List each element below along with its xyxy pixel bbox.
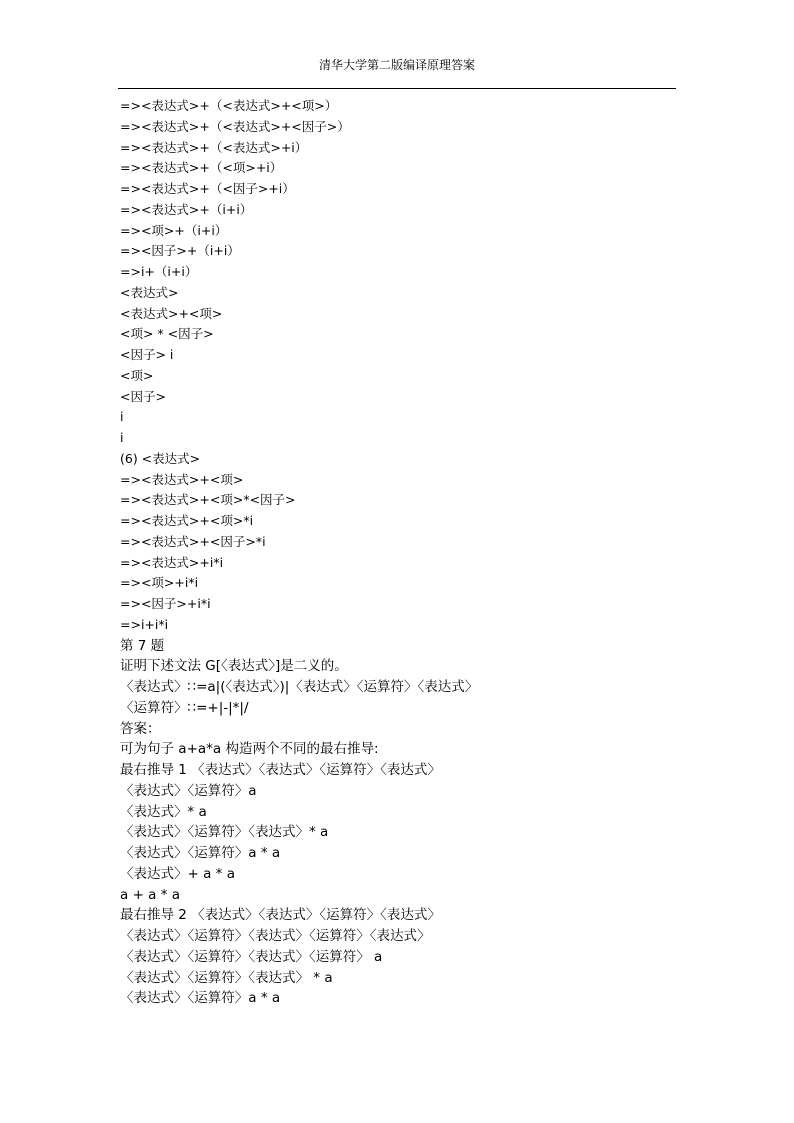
text-line: 证明下述文法 G[〈表达式〉]是二义的。	[120, 658, 348, 675]
page-header: 清华大学第二版编译原理答案	[318, 58, 475, 72]
text-line: (6) <表达式>	[120, 450, 201, 466]
text-line: =><表达式>+<项>*i	[120, 513, 254, 528]
text-line: =><表达式>+（<表达式>+<项>）	[120, 98, 338, 113]
text-line: 最右推导 2 〈表达式〉〈表达式〉〈运算符〉〈表达式〉	[120, 907, 441, 924]
text-line: 〈表达式〉* a	[120, 803, 207, 820]
text-line: 〈运算符〉∷=+|-|*|/	[120, 699, 249, 716]
text-line: =><表达式>+（<表达式>+i）	[120, 139, 308, 155]
text-line: 〈表达式〉∷=a|(〈表达式〉)|〈表达式〉〈运算符〉〈表达式〉	[120, 679, 479, 695]
text-line: =><因子>+（i+i）	[120, 243, 240, 259]
text-line: =><因子>+i*i	[120, 596, 211, 611]
text-line: 〈表达式〉〈运算符〉a	[120, 782, 257, 799]
text-line: =><表达式>+i*i	[120, 554, 224, 570]
header-divider	[118, 88, 676, 89]
text-line: =><表达式>+<项>	[120, 471, 244, 487]
text-line: 〈表达式〉〈运算符〉〈表达式〉 * a	[120, 969, 333, 986]
text-line: 〈表达式〉〈运算符〉〈表达式〉〈运算符〉〈表达式〉	[120, 928, 431, 944]
text-line: <项>	[120, 367, 154, 383]
text-line: 〈表达式〉〈运算符〉a * a	[120, 990, 281, 1007]
text-line: =>i+i*i	[120, 616, 169, 632]
text-line: <表达式>	[120, 284, 179, 300]
text-line: =><项>+（i+i）	[120, 222, 228, 238]
text-line: =><表达式>+（i+i）	[120, 201, 253, 217]
text-line: i	[120, 430, 124, 445]
text-line: 可为句子 a+a*a 构造两个不同的最右推导:	[120, 741, 379, 758]
text-line: a + a * a	[120, 886, 181, 903]
text-line: =>i+（i+i）	[120, 264, 198, 279]
section-heading: 第 7 题	[120, 637, 165, 654]
text-line: =><表达式>+<项>*<因子>	[120, 492, 296, 508]
text-line: i	[120, 409, 124, 425]
text-line: 最右推导 1 〈表达式〉〈表达式〉〈运算符〉〈表达式〉	[120, 762, 441, 778]
text-line: =><表达式>+（<项>+i）	[120, 160, 283, 176]
answer-label: 答案：	[120, 720, 161, 737]
text-line: <项> * <因子>	[120, 326, 214, 342]
text-line: <因子>	[120, 388, 166, 404]
text-line: 〈表达式〉〈运算符〉〈表达式〉〈运算符〉 a	[120, 948, 383, 965]
text-line: <因子> i	[120, 347, 174, 362]
text-line: 〈表达式〉〈运算符〉〈表达式〉* a	[120, 824, 329, 841]
text-line: =><表达式>+（<表达式>+<因子>）	[120, 118, 350, 134]
text-line: =><表达式>+（<因子>+i）	[120, 181, 295, 196]
text-line: =><表达式>+<因子>*i	[120, 533, 266, 549]
text-line: 〈表达式〉〈运算符〉a * a	[120, 845, 281, 861]
text-line: =><项>+i*i	[120, 575, 199, 591]
document-body	[120, 96, 680, 1009]
text-line: <表达式>+<项>	[120, 305, 223, 321]
text-line: 〈表达式〉+ a * a	[120, 865, 235, 882]
